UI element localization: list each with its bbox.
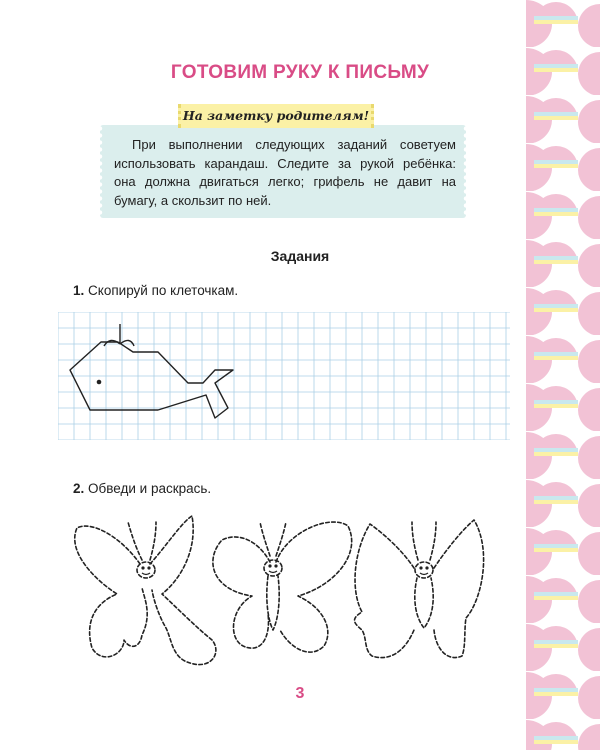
note-label: На заметку родителям!: [178, 104, 374, 128]
deco-stripe: [534, 640, 578, 644]
deco-stripe: [534, 400, 578, 404]
task-number: 2.: [73, 481, 85, 496]
deco-stripe: [534, 212, 578, 216]
butterfly-antenna: [412, 522, 418, 560]
deco-stripe: [534, 356, 578, 360]
deco-half-circle: [578, 388, 600, 432]
page-number: 3: [295, 685, 305, 702]
note-text: [114, 136, 456, 210]
butterfly-3: [355, 520, 484, 658]
note-line: При выполнении следующих заданий советуем: [132, 137, 456, 152]
butterfly-eye: [425, 566, 428, 569]
deco-gap: [526, 239, 600, 241]
butterfly-smile: [420, 573, 428, 575]
butterfly-wing: [213, 537, 270, 648]
copy-grid: [58, 312, 510, 440]
deco-stripe: [534, 736, 578, 740]
whale-eye: [97, 380, 102, 385]
deco-half-circle: [578, 100, 600, 144]
deco-stripe: [534, 448, 578, 452]
deco-stripe: [534, 304, 578, 308]
deco-gap: [526, 143, 600, 145]
butterfly-head: [264, 560, 282, 576]
deco-half-circle: [578, 484, 600, 528]
deco-stripe: [534, 544, 578, 548]
note-line: она должна двигаться легко; грифель не давит на: [114, 174, 456, 189]
butterfly-wing: [276, 522, 352, 652]
deco-stripe: [534, 208, 578, 212]
deco-gap: [526, 191, 600, 193]
butterfly-antenna: [150, 522, 156, 560]
deco-gap: [526, 0, 600, 1]
deco-gap: [526, 479, 600, 481]
butterfly-1: [75, 516, 216, 665]
butterflies-tracing: [62, 510, 522, 675]
deco-stripe: [534, 16, 578, 20]
butterfly-2: [213, 522, 352, 652]
note-line: бумагу, а скользит по ней.: [114, 192, 272, 208]
butterfly-wing: [355, 524, 415, 658]
note-edge-right: [463, 125, 469, 218]
butterfly-smile: [142, 573, 150, 575]
butterfly-head: [415, 562, 433, 578]
page-title: ГОТОВИМ РУКУ К ПИСЬМУ: [170, 62, 430, 83]
deco-half-circle: [578, 724, 600, 750]
decorative-border: [526, 0, 600, 750]
butterfly-antenna: [430, 522, 436, 560]
deco-stripe: [534, 352, 578, 356]
deco-half-circle: [578, 628, 600, 672]
note-line: использовать карандаш. Следите за рукой ребёнка:: [114, 155, 456, 171]
whale-water-spout: [104, 340, 120, 346]
deco-stripe: [534, 116, 578, 120]
deco-half-circle: [578, 436, 600, 480]
deco-gap: [526, 623, 600, 625]
task-text: Скопируй по клеточкам.: [88, 283, 239, 298]
deco-half-circle: [578, 580, 600, 624]
deco-gap: [526, 47, 600, 49]
butterfly-body: [415, 578, 433, 628]
deco-gap: [526, 431, 600, 433]
butterfly-wing: [434, 520, 484, 658]
deco-gap: [526, 287, 600, 289]
deco-gap: [526, 95, 600, 97]
deco-stripe: [534, 592, 578, 596]
butterfly-antenna: [128, 522, 142, 560]
deco-stripe: [534, 164, 578, 168]
tasks-heading: Задания: [270, 248, 330, 264]
parents-note: [100, 125, 466, 218]
deco-stripe: [534, 596, 578, 600]
deco-stripe: [534, 548, 578, 552]
deco-stripe: [534, 20, 578, 24]
deco-gap: [526, 719, 600, 721]
deco-stripe: [534, 644, 578, 648]
deco-half-circle: [578, 292, 600, 336]
task-number: 1.: [73, 283, 85, 298]
deco-half-circle: [578, 4, 600, 48]
butterfly-eye: [274, 564, 277, 567]
butterfly-eye: [268, 564, 271, 567]
deco-stripe: [534, 496, 578, 500]
butterfly-smile: [269, 571, 277, 573]
butterfly-eye: [147, 566, 150, 569]
whale-drawing: [70, 324, 233, 418]
deco-stripe: [534, 112, 578, 116]
deco-gap: [526, 671, 600, 673]
deco-stripe: [534, 452, 578, 456]
task-1: [73, 283, 238, 298]
whale-outline: [70, 342, 233, 418]
grid-lines: [58, 312, 510, 440]
task-text: Обведи и раскрась.: [88, 481, 212, 496]
deco-half-circle: [578, 340, 600, 384]
butterfly-head: [137, 562, 155, 578]
deco-half-circle: [578, 532, 600, 576]
deco-half-circle: [578, 148, 600, 192]
butterfly-wing: [150, 516, 216, 665]
deco-stripe: [534, 500, 578, 504]
deco-gap: [526, 575, 600, 577]
deco-half-circle: [578, 196, 600, 240]
butterfly-eye: [419, 566, 422, 569]
deco-stripe: [534, 404, 578, 408]
deco-gap: [526, 383, 600, 385]
deco-stripe: [534, 740, 578, 744]
deco-stripe: [534, 308, 578, 312]
task-2: [73, 481, 211, 496]
deco-gap: [526, 335, 600, 337]
butterfly-smiles: [142, 571, 428, 575]
deco-gap: [526, 527, 600, 529]
butterfly-eye: [141, 566, 144, 569]
note-edge-left: [97, 125, 103, 218]
deco-stripe: [534, 160, 578, 164]
